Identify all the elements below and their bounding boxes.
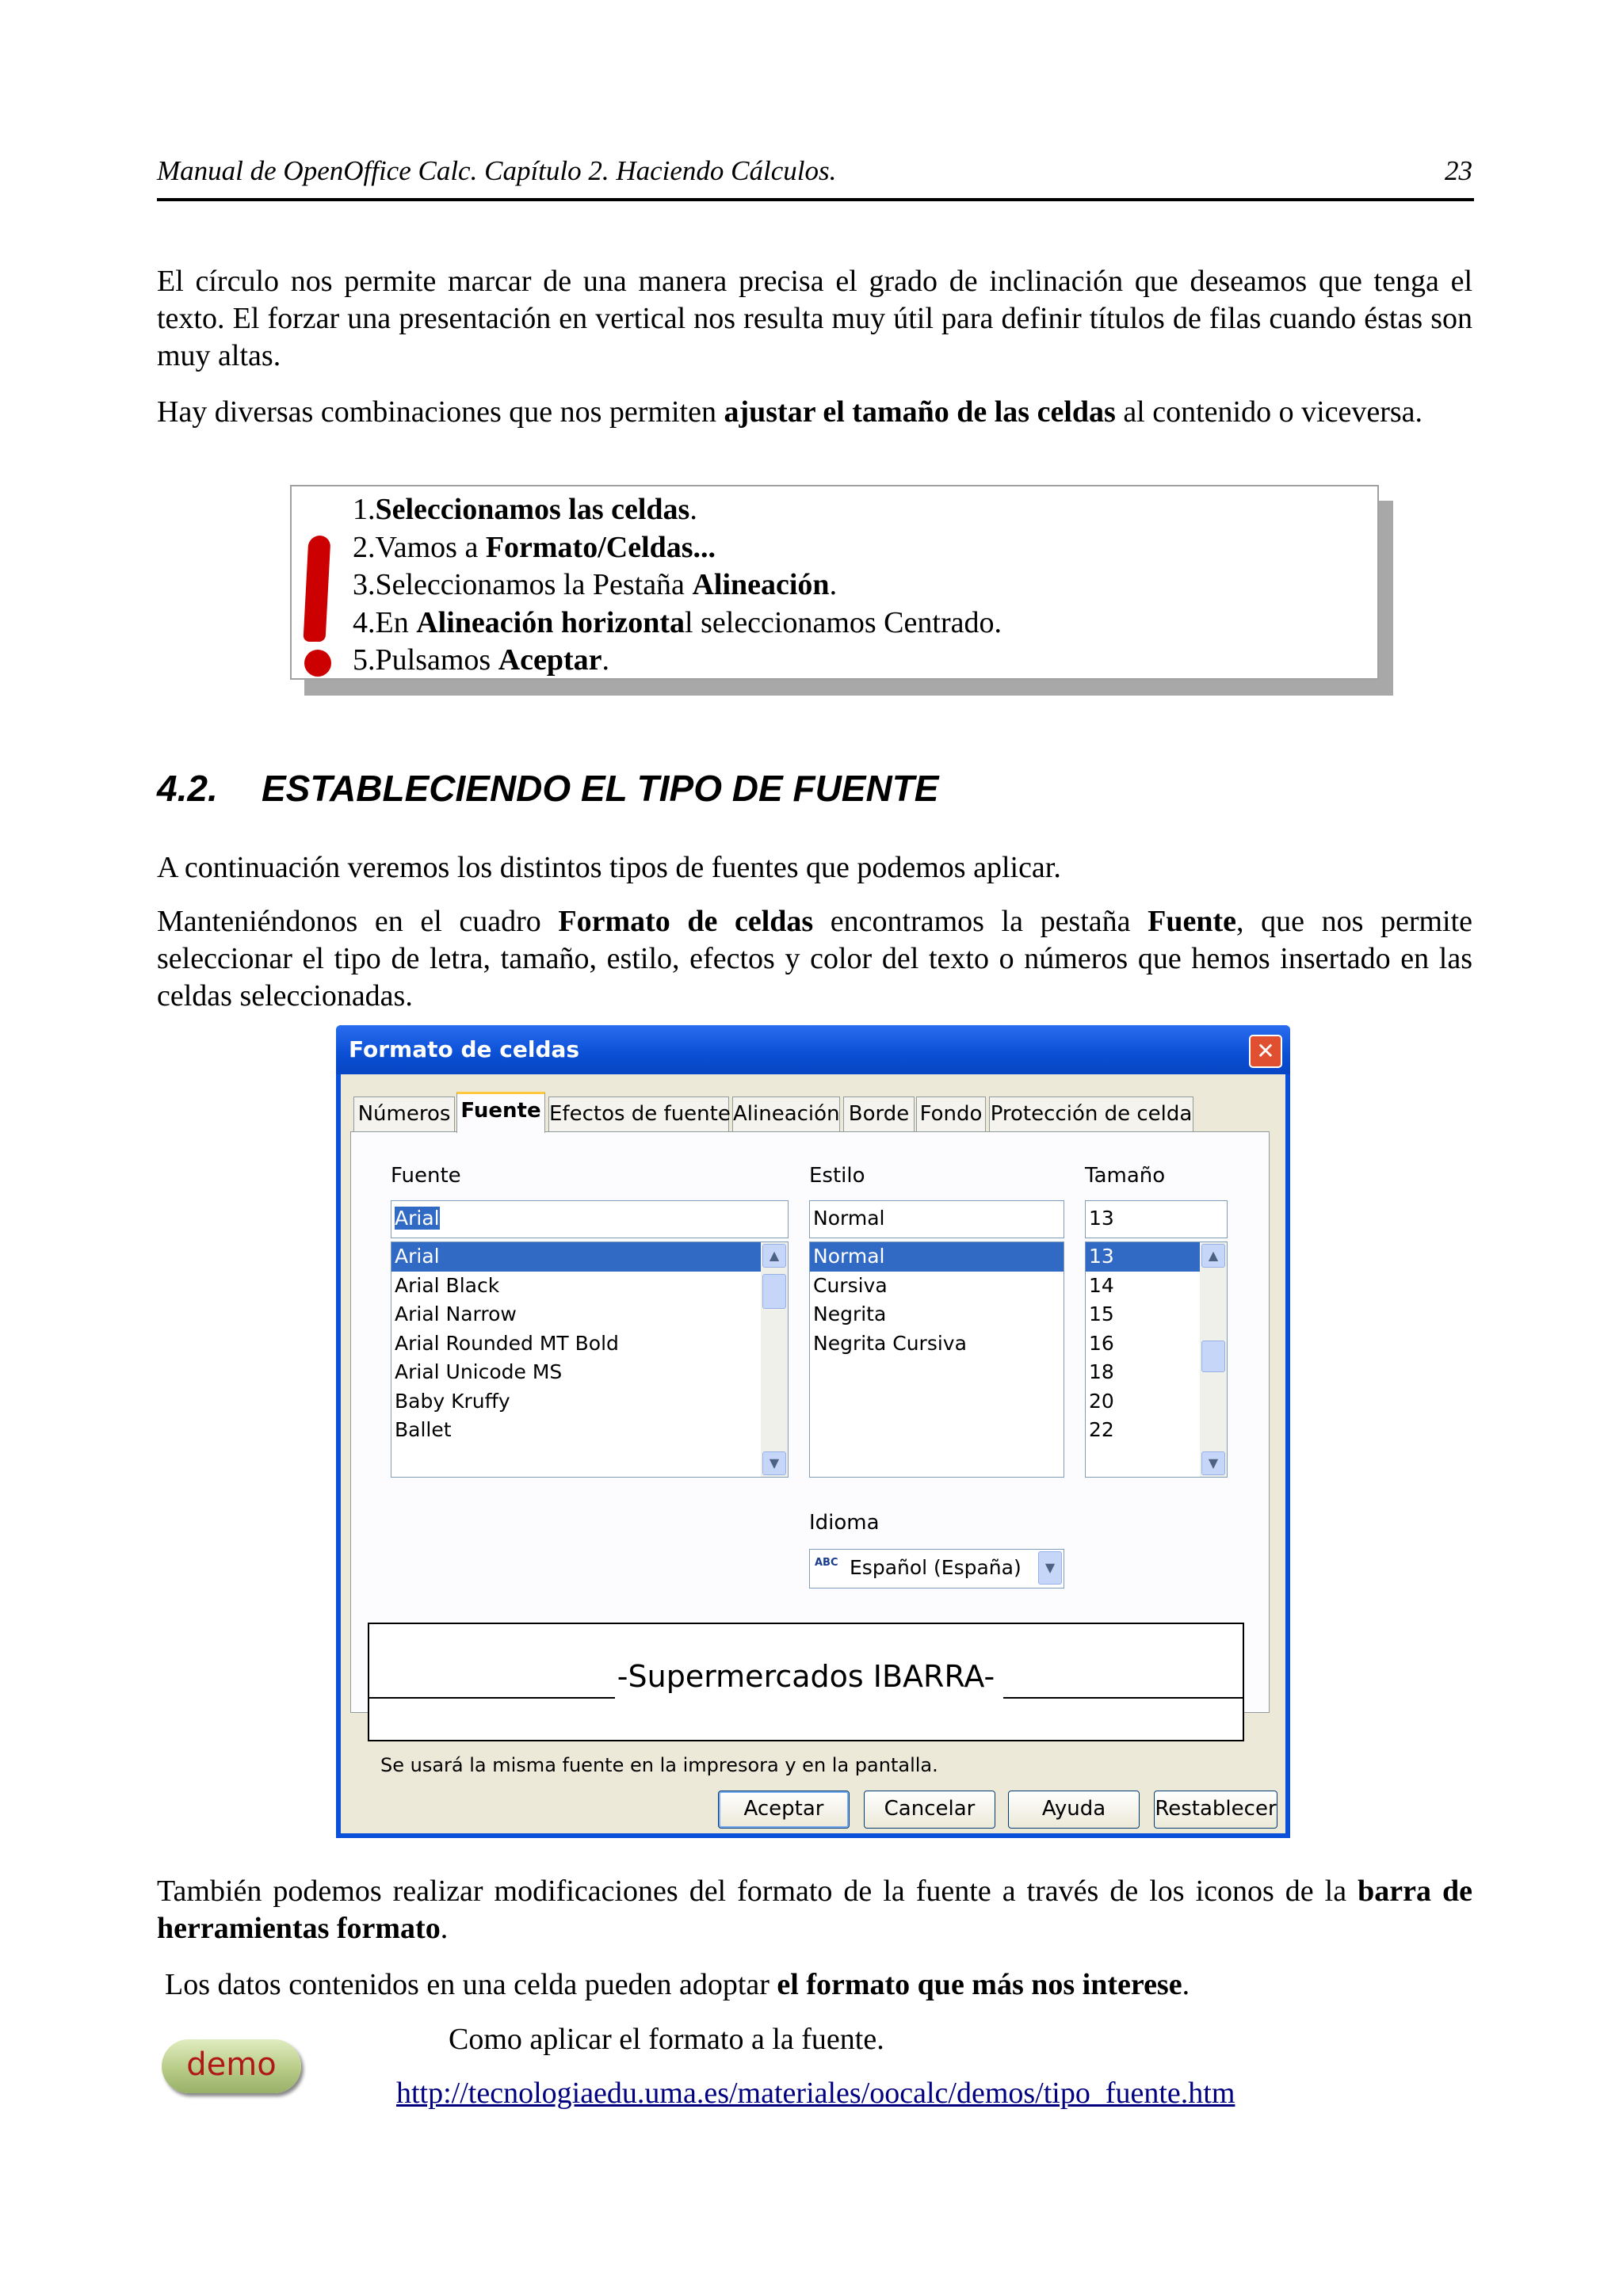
language-value: Español (España) <box>850 1556 1022 1579</box>
font-list-scrollbar[interactable] <box>761 1242 788 1477</box>
demo-caption: Como aplicar el formato a la fuente. <box>449 2023 884 2056</box>
font-label: Fuente <box>391 1164 461 1188</box>
tab-fuente[interactable]: Fuente <box>456 1092 545 1133</box>
scroll-down-icon[interactable]: ▼ <box>762 1451 786 1475</box>
header-rule <box>157 198 1474 201</box>
scroll-up-icon[interactable]: ▲ <box>1201 1244 1225 1268</box>
ayuda-button[interactable]: Ayuda <box>1008 1791 1140 1829</box>
format-cells-dialog <box>336 1025 1290 1838</box>
preview-baseline-right <box>1003 1697 1243 1699</box>
dialog-body <box>341 1074 1285 1833</box>
header-title: Manual de OpenOffice Calc. Capítulo 2. Haciendo Cálculos. <box>157 155 837 186</box>
steps-list <box>353 491 1002 680</box>
close-button[interactable] <box>1249 1035 1282 1068</box>
style-label: Estilo <box>809 1164 865 1188</box>
list-item[interactable]: Negrita <box>813 1302 887 1325</box>
cancelar-button[interactable]: Cancelar <box>864 1791 995 1829</box>
tab-numeros[interactable]: Números <box>353 1097 455 1131</box>
size-label: Tamaño <box>1085 1164 1166 1188</box>
paragraph-font-tab: Manteniéndonos en el cuadro Formato de celdas encontramos la pestaña Fuente, que nos permite seleccionar el tipo de letra, tamaño, estilo, efectos y color del texto o números que hemos insertado en las celdas seleccionadas. <box>157 905 1473 1013</box>
list-item[interactable]: Arial Rounded MT Bold <box>395 1331 619 1355</box>
preview-note: Se usará la misma fuente en la impresora y en la pantalla. <box>380 1754 938 1776</box>
tab-proteccion-de-celda[interactable]: Protección de celda <box>989 1097 1193 1131</box>
list-item[interactable]: 13 <box>1086 1242 1227 1272</box>
language-label: Idioma <box>809 1511 880 1535</box>
list-item[interactable]: Arial Black <box>395 1273 500 1297</box>
list-item[interactable]: 20 <box>1089 1389 1114 1413</box>
list-item[interactable]: Arial Unicode MS <box>395 1360 563 1383</box>
step-item: 4.En Alineación horizontal seleccionamos Centrado. <box>353 605 1002 639</box>
section-heading <box>157 767 938 810</box>
paragraph-format: Los datos contenidos en una celda pueden adoptar el formato que más nos interese. <box>165 1968 1190 2001</box>
preview-baseline-left <box>369 1697 615 1699</box>
close-icon: ✕ <box>1256 1038 1275 1064</box>
restablecer-button[interactable]: Restablecer <box>1154 1791 1277 1829</box>
list-item[interactable]: 16 <box>1089 1331 1114 1355</box>
step-item: 1.Seleccionamos las celdas. <box>353 493 697 526</box>
paragraph-font-types: A continuación veremos los distintos tipos de fuentes que podemos aplicar. <box>157 851 1061 884</box>
list-item[interactable]: 14 <box>1089 1273 1114 1297</box>
spellcheck-icon: ABC <box>815 1557 838 1569</box>
demo-link[interactable]: http://tecnologiaedu.uma.es/materiales/oocalc/demos/tipo_fuente.htm <box>396 2077 1235 2110</box>
list-item[interactable]: Normal <box>810 1242 1064 1272</box>
scroll-thumb[interactable] <box>762 1274 786 1309</box>
scroll-up-icon[interactable]: ▲ <box>762 1244 786 1268</box>
size-list[interactable] <box>1085 1241 1228 1478</box>
section-number: 4.2. <box>157 768 218 809</box>
list-item[interactable]: Arial Narrow <box>395 1302 517 1325</box>
preview-text: -Supermercados IBARRA- <box>617 1659 995 1694</box>
list-item[interactable]: Negrita Cursiva <box>813 1331 967 1355</box>
style-list[interactable] <box>809 1241 1064 1478</box>
list-item[interactable]: 22 <box>1089 1418 1114 1441</box>
font-name-input[interactable]: Arial <box>391 1200 789 1238</box>
chevron-down-icon[interactable]: ▼ <box>1038 1551 1062 1585</box>
font-list[interactable] <box>391 1241 789 1478</box>
running-header <box>157 155 1472 193</box>
step-item: 2.Vamos a Formato/Celdas... <box>353 530 716 564</box>
size-list-scrollbar[interactable] <box>1200 1242 1227 1477</box>
tab-efectos-de-fuente[interactable]: Efectos de fuente <box>548 1097 729 1131</box>
list-item[interactable]: Ballet <box>395 1418 452 1441</box>
paragraph-inclination: El círculo nos permite marcar de una manera precisa el grado de inclinación que deseamos que tenga el texto. El forzar una presentación en vertical nos resulta muy útil para definir títulos de filas cuando éstas son muy altas. <box>157 265 1472 372</box>
paragraph-toolbar: También podemos realizar modificaciones del formato de la fuente a través de los iconos de la barra de herramientas formato. <box>157 1875 1473 1945</box>
scroll-thumb[interactable] <box>1201 1341 1225 1372</box>
page-number: 23 <box>1445 155 1472 186</box>
style-input[interactable]: Normal <box>809 1200 1064 1238</box>
list-item[interactable]: 18 <box>1089 1360 1114 1383</box>
exclamation-dot-icon <box>304 650 331 677</box>
demo-button[interactable]: demo <box>162 2039 301 2093</box>
scroll-down-icon[interactable]: ▼ <box>1201 1451 1225 1475</box>
dialog-titlebar <box>336 1025 1290 1074</box>
tab-fondo[interactable]: Fondo <box>916 1097 986 1131</box>
list-item[interactable]: Cursiva <box>813 1273 888 1297</box>
tab-alineacion[interactable]: Alineación <box>732 1097 840 1131</box>
paragraph-adjust-size: Hay diversas combinaciones que nos permiten ajustar el tamaño de las celdas al contenido o viceversa. <box>157 395 1423 429</box>
tab-borde[interactable]: Borde <box>843 1097 915 1131</box>
dialog-title: Formato de celdas <box>349 1036 580 1062</box>
list-item[interactable]: 15 <box>1089 1302 1114 1325</box>
list-item[interactable]: Baby Kruffy <box>395 1389 510 1413</box>
list-item[interactable]: Arial <box>391 1242 788 1272</box>
language-select[interactable] <box>809 1549 1064 1589</box>
step-item: 3.Seleccionamos la Pestaña Alineación. <box>353 568 838 601</box>
size-input[interactable]: 13 <box>1085 1200 1228 1238</box>
section-title: ESTABLECIENDO EL TIPO DE FUENTE <box>262 768 939 809</box>
step-item: 5.Pulsamos Aceptar. <box>353 643 610 677</box>
font-preview <box>368 1623 1244 1741</box>
aceptar-button[interactable]: Aceptar <box>718 1791 850 1829</box>
